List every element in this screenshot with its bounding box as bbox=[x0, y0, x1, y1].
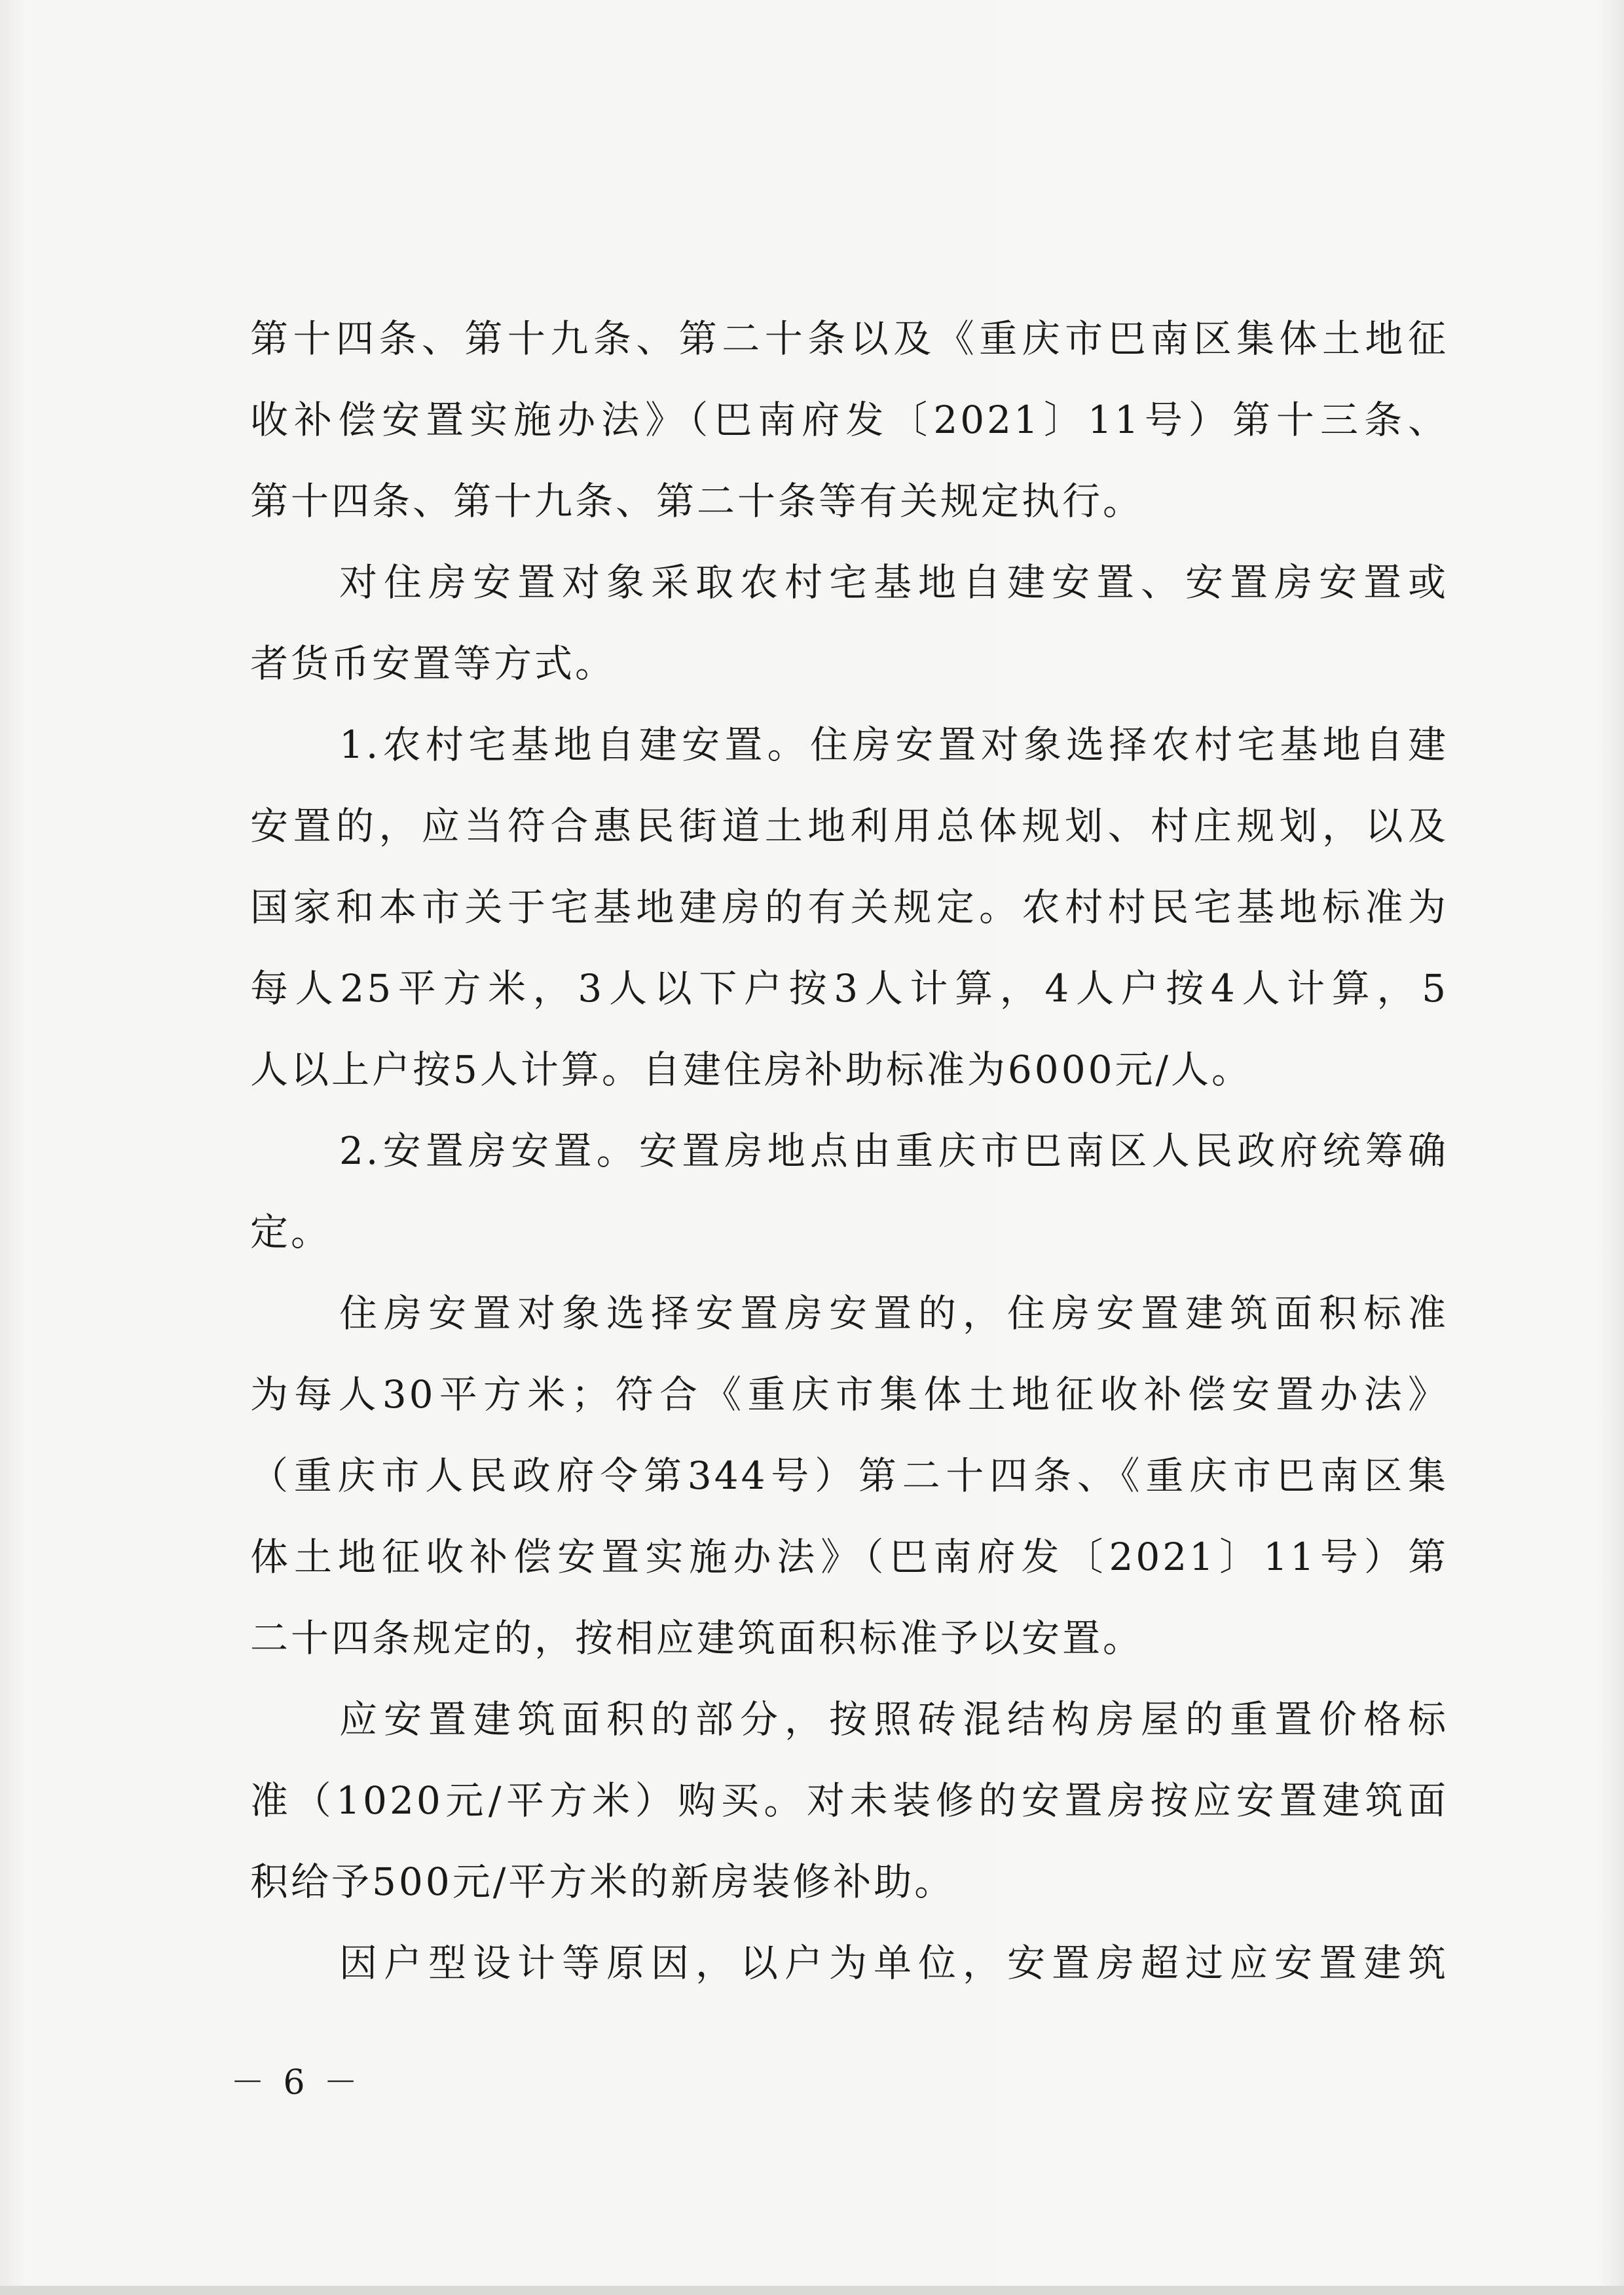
text-line: 二十四条规定的，按相应建筑面积标准予以安置。 bbox=[250, 1616, 1144, 1660]
text-line: 第十四条、第十九条、第二十条以及《重庆市巴南区集体土地征 bbox=[250, 316, 1449, 361]
text-line: （重庆市人民政府令第344号）第二十四条、《重庆市巴南区集 bbox=[250, 1453, 1449, 1498]
text-line: 定。 bbox=[250, 1210, 332, 1254]
paragraph-start: 对住房安置对象采取农村宅基地自建安置、安置房安置或 bbox=[339, 560, 1449, 605]
text-line: 积给予500元/平方米的新房装修补助。 bbox=[250, 1859, 955, 1904]
text-line: 准（1020元/平方米）购买。对未装修的安置房按应安置建筑面 bbox=[250, 1778, 1449, 1823]
text-line: 体土地征收补偿安置实施办法》（巴南府发〔2021〕11号）第 bbox=[250, 1535, 1449, 1579]
text-line: 第十四条、第十九条、第二十条等有关规定执行。 bbox=[250, 479, 1144, 523]
paragraph-start: 1.农村宅基地自建安置。住房安置对象选择农村宅基地自建 bbox=[339, 722, 1449, 767]
text-line: 为每人30平方米；符合《重庆市集体土地征收补偿安置办法》 bbox=[250, 1372, 1449, 1417]
text-line: 国家和本市关于宅基地建房的有关规定。农村村民宅基地标准为 bbox=[250, 885, 1449, 929]
text-line: 收补偿安置实施办法》（巴南府发〔2021〕11号）第十三条、 bbox=[250, 398, 1449, 442]
body-text bbox=[250, 298, 1449, 2004]
text-line: 人以上户按5人计算。自建住房补助标准为6000元/人。 bbox=[250, 1047, 1253, 1092]
text-line: 安置的，应当符合惠民街道土地利用总体规划、村庄规划，以及 bbox=[250, 804, 1449, 848]
page-number: － 6 － bbox=[231, 2063, 362, 2102]
paragraph-start: 应安置建筑面积的部分，按照砖混结构房屋的重置价格标 bbox=[339, 1697, 1449, 1742]
text-line: 每人25平方米，3人以下户按3人计算，4人户按4人计算，5 bbox=[250, 966, 1449, 1011]
paragraph-start: 2.安置房安置。安置房地点由重庆市巴南区人民政府统筹确 bbox=[339, 1129, 1449, 1173]
paragraph-start: 住房安置对象选择安置房安置的，住房安置建筑面积标准 bbox=[339, 1291, 1449, 1335]
text-line: 者货币安置等方式。 bbox=[250, 641, 616, 686]
paragraph-start: 因户型设计等原因，以户为单位，安置房超过应安置建筑 bbox=[339, 1941, 1449, 1985]
scan-bottom-edge bbox=[0, 2286, 1624, 2295]
